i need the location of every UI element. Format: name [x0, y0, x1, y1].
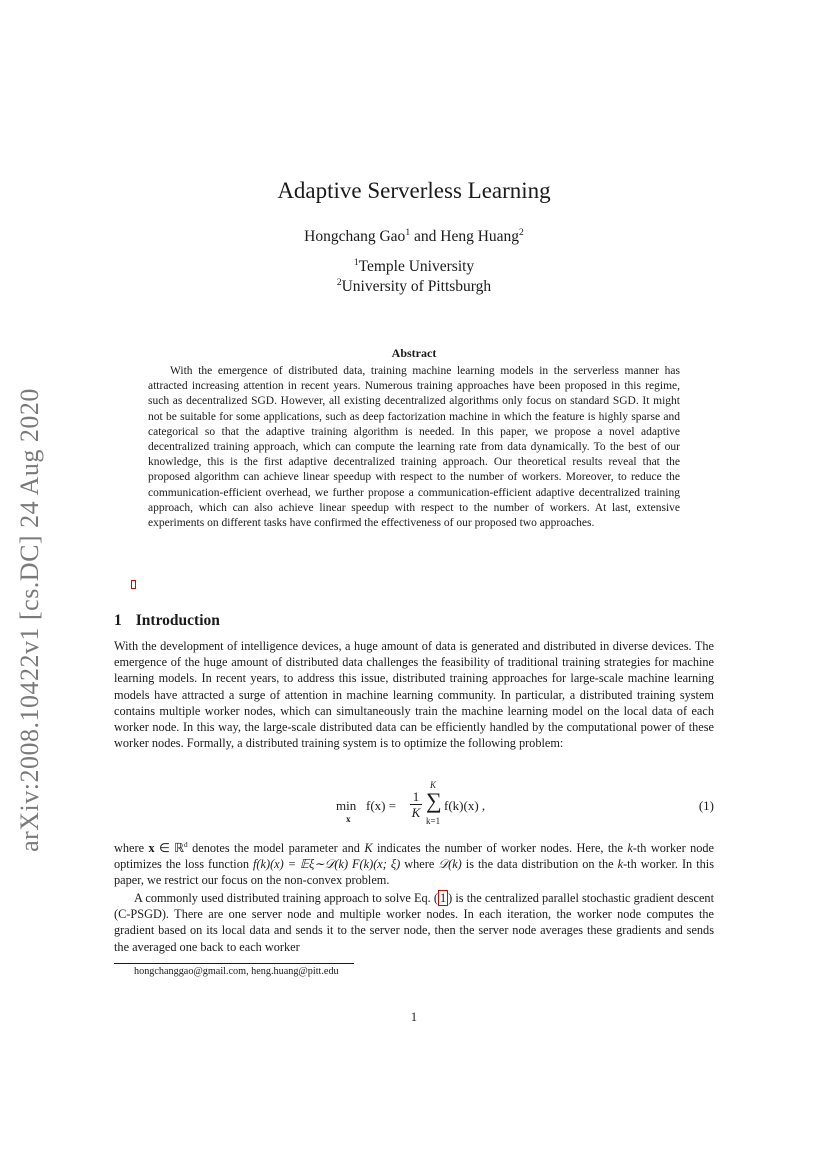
eq-term: f(k)(x) , [444, 798, 486, 813]
section-number: 1 [114, 612, 122, 629]
footnote: hongchanggao@gmail.com, heng.huang@pitt.edu [134, 966, 339, 977]
arxiv-stamp [10, 390, 50, 850]
affiliation-1 [0, 258, 828, 276]
text-run: where [114, 841, 149, 855]
page-number: 1 [410, 1010, 418, 1024]
math-K: K [364, 841, 373, 855]
eq-min: min [336, 798, 357, 813]
math-loss: f(k)(x) = 𝔼ξ∼𝒟(k) F(k)(x; ξ) [253, 857, 401, 872]
author-second: Heng Huang [440, 228, 520, 245]
section-title: Introduction [135, 612, 220, 629]
eq-sum-lower: k=1 [426, 816, 441, 826]
eq-lhs: f(x) = [366, 798, 397, 813]
author-line [0, 228, 828, 246]
affiliation-name: Temple University [358, 258, 475, 275]
math-x: x [148, 841, 155, 855]
eq-frac-num: 1 [410, 790, 422, 805]
affiliation-mark: 2 [336, 276, 342, 288]
equation-1 [114, 780, 714, 834]
eq-frac-den: K [411, 805, 421, 820]
cpsgd-paragraph [114, 890, 714, 955]
text-run: ∈ ℝ [154, 841, 184, 855]
math-k: k [617, 857, 624, 872]
paper-title: Adaptive Serverless Learning [277, 178, 551, 203]
section-heading [114, 612, 220, 630]
abstract-text: With the emergence of distributed data, training machine learning models in the serverless manner has attracted increasing attention in recent years. Numerous training approaches have been proposed in this regime, such as decentralized SGD. However, all existing decentralized algorithms only focus on standard SGD. It might not be suitable for some applications, such as deep factorization machine in which the feature is highly sparse and categorical so that the adaptive training algorithm is needed. In this paper, we propose a novel adaptive decentralized training approach, which can compute the learning rate from data dynamically. To the best of our knowledge, this is the first adaptive decentralized training approach. Our theoretical results reveal that the proposed algorithm can achieve linear speedup with respect to the number of workers. Moreover, to reduce the communication-efficient overhead, we further propose a communication-efficient adaptive decentralized training approach, which can also achieve linear speedup with respect to the number of workers. At last, extensive experiments on different tasks have confirmed the effectiveness of our proposed two approaches. [148, 365, 680, 530]
author-second-mark: 2 [519, 226, 524, 238]
text-run: is the data distribution on the [461, 857, 618, 872]
sum-symbol: ∑ [426, 788, 442, 813]
text-run: indicates the number of worker nodes. Here, the [372, 841, 628, 855]
math-k: k [627, 841, 633, 855]
text-run: -th worker node optimizes the loss function [114, 841, 714, 872]
text-run: ) is the centralized parallel stochastic gradient descent (C-PSGD). There are one server node and multiple worker nodes. In each iteration, the worker node computes the gradient based on its local data and sends it to the server node, then the server node averages these gradients and sends the averaged one back to each worker [114, 891, 714, 954]
eq-sum-upper: K [430, 780, 437, 790]
math-dist: 𝒟(k) [438, 857, 462, 872]
text-run: where [400, 857, 439, 872]
abstract-heading: Abstract [391, 346, 437, 360]
arxiv-stamp-text: arXiv:2008.10422v1 [cs.DC] 24 Aug 2020 [15, 388, 44, 852]
footnote-rule [114, 963, 354, 964]
math-d: d [183, 839, 188, 849]
author-first: Hongchang Gao [304, 228, 406, 245]
text-run: -th worker. In this paper, we restrict our focus on the non-convex problem. [114, 857, 714, 888]
eq-fraction [410, 790, 422, 821]
eq-min-subscript: x [346, 814, 351, 824]
intro-paragraph: With the development of intelligence devices, a huge amount of data is generated and distributed in diverse devices. The emergence of the huge amount of distributed data challenges the feasibility of traditional training strategies for machine learning models. In recent years, to address this issue, distributed training approaches for large-scale machine learning models have attracted a surge of attention in machine learning community. In particular, a distributed training system contains multiple worker nodes, which can simultaneously train the machine learning model on the local data of each worker node. In this way, the large-scale distributed data can be efficiently handled by the computational power of these worker nodes. Formally, a distributed training system is to optimize the following problem: [114, 639, 714, 751]
affiliation-2 [0, 278, 828, 296]
text-run: A commonly used distributed training approach to solve Eq. ( [134, 891, 438, 905]
text-run: denotes the model parameter and [187, 841, 365, 855]
definition-paragraph [114, 840, 714, 889]
affiliation-mark: 1 [353, 256, 359, 268]
link-marker[interactable] [131, 580, 136, 589]
affiliation-name: University of Pittsburgh [341, 278, 492, 295]
author-joiner: and [413, 228, 437, 245]
equation-number: (1) [698, 798, 714, 813]
equation-ref-link[interactable]: 1 [439, 891, 447, 905]
author-first-mark: 1 [405, 226, 411, 238]
